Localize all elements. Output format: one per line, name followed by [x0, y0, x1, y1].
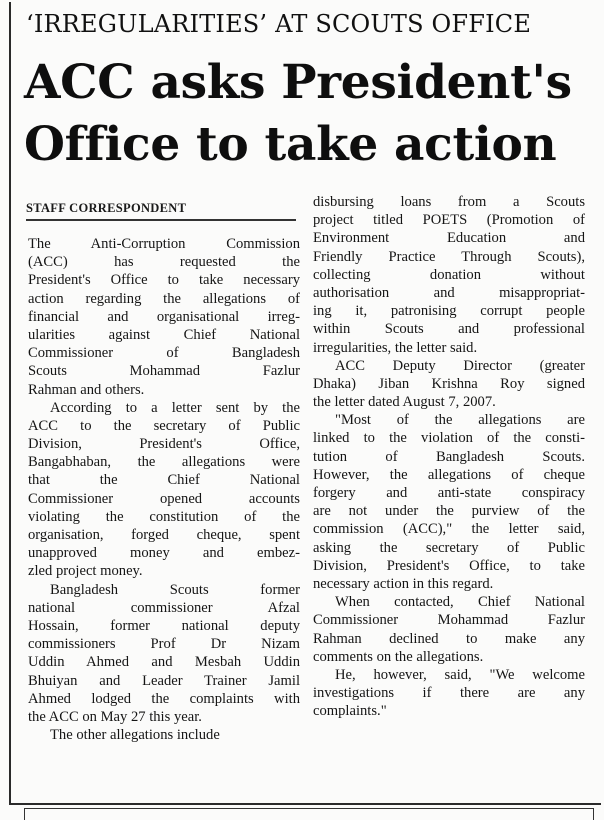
- text-line: Division, President's Office, to take: [313, 557, 585, 574]
- article-paragraph: [313, 593, 585, 666]
- text-line: forgery and anti-state conspiracy: [313, 485, 585, 501]
- text-line: violating the constitution of the: [28, 508, 300, 525]
- article-paragraph: [28, 235, 300, 399]
- text-line: Ahmed lodged the complaints with: [28, 690, 300, 707]
- next-article-frame: [24, 808, 594, 820]
- text-line: that the Chief National: [28, 472, 300, 489]
- article-column-right: [313, 193, 585, 720]
- article-paragraph: [28, 726, 300, 744]
- text-line: "Most of the allegations are: [335, 412, 585, 429]
- text-line: national commissioner Afzal: [28, 599, 300, 616]
- text-line: Bhuiyan and Leader Trainer Jamil: [28, 672, 300, 689]
- article-paragraph: [28, 581, 300, 727]
- byline-rule: [26, 219, 296, 221]
- text-line: Division, President's Office,: [28, 436, 300, 453]
- text-line: Scouts Mohammad Fazlur: [28, 363, 300, 380]
- text-line: action regarding the allegations of: [28, 290, 300, 307]
- text-line: Uddin Ahmed and Mesbah Uddin: [28, 654, 300, 671]
- article-headline: [24, 52, 600, 176]
- text-line: within Scouts and professional: [313, 321, 585, 338]
- text-line: authorisation and misappropriat-: [313, 284, 585, 301]
- text-line: The other allegations include: [50, 727, 220, 744]
- text-line: The Anti-Corruption Commission: [28, 236, 300, 252]
- text-line: collecting donation without: [313, 266, 585, 283]
- text-line: Rahman declined to make any: [313, 630, 585, 647]
- text-line: Bangabhaban, the allegations were: [28, 454, 300, 471]
- article-column-left: [28, 235, 300, 744]
- headline-line-2: Office to take action: [24, 117, 557, 172]
- text-line: Commissioner Mohammad Fazlur: [313, 612, 585, 629]
- text-line: the ACC on May 27 this year.: [28, 708, 202, 725]
- text-line: Hossain, former national deputy: [28, 617, 300, 634]
- text-line: Commissioner opened accounts: [28, 490, 300, 507]
- text-line: commission (ACC)," the letter said,: [313, 521, 585, 538]
- text-line: According to a letter sent by the: [50, 399, 300, 416]
- text-line: zled project money.: [28, 563, 143, 580]
- text-line: He, however, said, "We welcome: [335, 666, 585, 683]
- article-paragraph: [313, 666, 585, 721]
- text-line: necessary action in this regard.: [313, 575, 494, 592]
- text-line: unapproved money and embez-: [28, 545, 300, 562]
- article-byline: STAFF CORRESPONDENT: [26, 201, 187, 215]
- article-paragraph: [313, 411, 585, 593]
- text-line: (ACC) has requested the: [28, 254, 300, 271]
- text-line: Bangladesh Scouts former: [50, 581, 300, 598]
- article-paragraph: [313, 193, 585, 357]
- text-line: comments on the allegations.: [313, 648, 484, 665]
- text-line: disbursing loans from a Scouts: [313, 194, 585, 210]
- text-line: ACC Deputy Director (greater: [335, 357, 585, 374]
- text-line: Friendly Practice Through Scouts),: [313, 248, 585, 265]
- text-line: organisation, forged cheque, spent: [28, 527, 300, 543]
- article-paragraph: [28, 399, 300, 581]
- text-line: the letter dated August 7, 2007.: [313, 394, 496, 411]
- article-kicker: ‘IRREGULARITIES’ AT SCOUTS OFFICE: [26, 10, 532, 38]
- article-paragraph: [313, 357, 585, 412]
- text-line: Environment Education and: [313, 230, 585, 247]
- left-border-rule: [9, 2, 11, 804]
- text-line: irregularities, the letter said.: [313, 339, 478, 356]
- text-line: commissioners Prof Dr Nizam: [28, 636, 300, 653]
- text-line: Dhaka) Jiban Krishna Roy signed: [313, 375, 585, 392]
- text-line: tution of Bangladesh Scouts.: [313, 448, 585, 465]
- text-line: linked to the violation of the consti-: [313, 430, 585, 447]
- text-line: project titled POETS (Promotion of: [313, 212, 585, 229]
- text-line: ularities against Chief National: [28, 326, 300, 343]
- text-line: ing it, patronising corrupt people: [313, 303, 585, 320]
- text-line: complaints.": [313, 703, 387, 720]
- text-line: When contacted, Chief National: [335, 594, 585, 611]
- text-line: However, the allegations of cheque: [313, 466, 585, 483]
- headline-line-1: ACC asks President's: [24, 55, 572, 110]
- text-line: are not under the purview of the: [313, 503, 585, 520]
- text-line: Rahman and others.: [28, 381, 145, 398]
- text-line: investigations if there are any: [313, 685, 585, 702]
- text-line: President's Office to take necessary: [28, 272, 300, 289]
- bottom-border-rule: [9, 803, 601, 805]
- text-line: ACC to the secretary of Public: [28, 417, 300, 434]
- text-line: Commissioner of Bangladesh: [28, 345, 300, 362]
- text-line: asking the secretary of Public: [313, 539, 585, 556]
- text-line: financial and organisational irreg-: [28, 308, 300, 325]
